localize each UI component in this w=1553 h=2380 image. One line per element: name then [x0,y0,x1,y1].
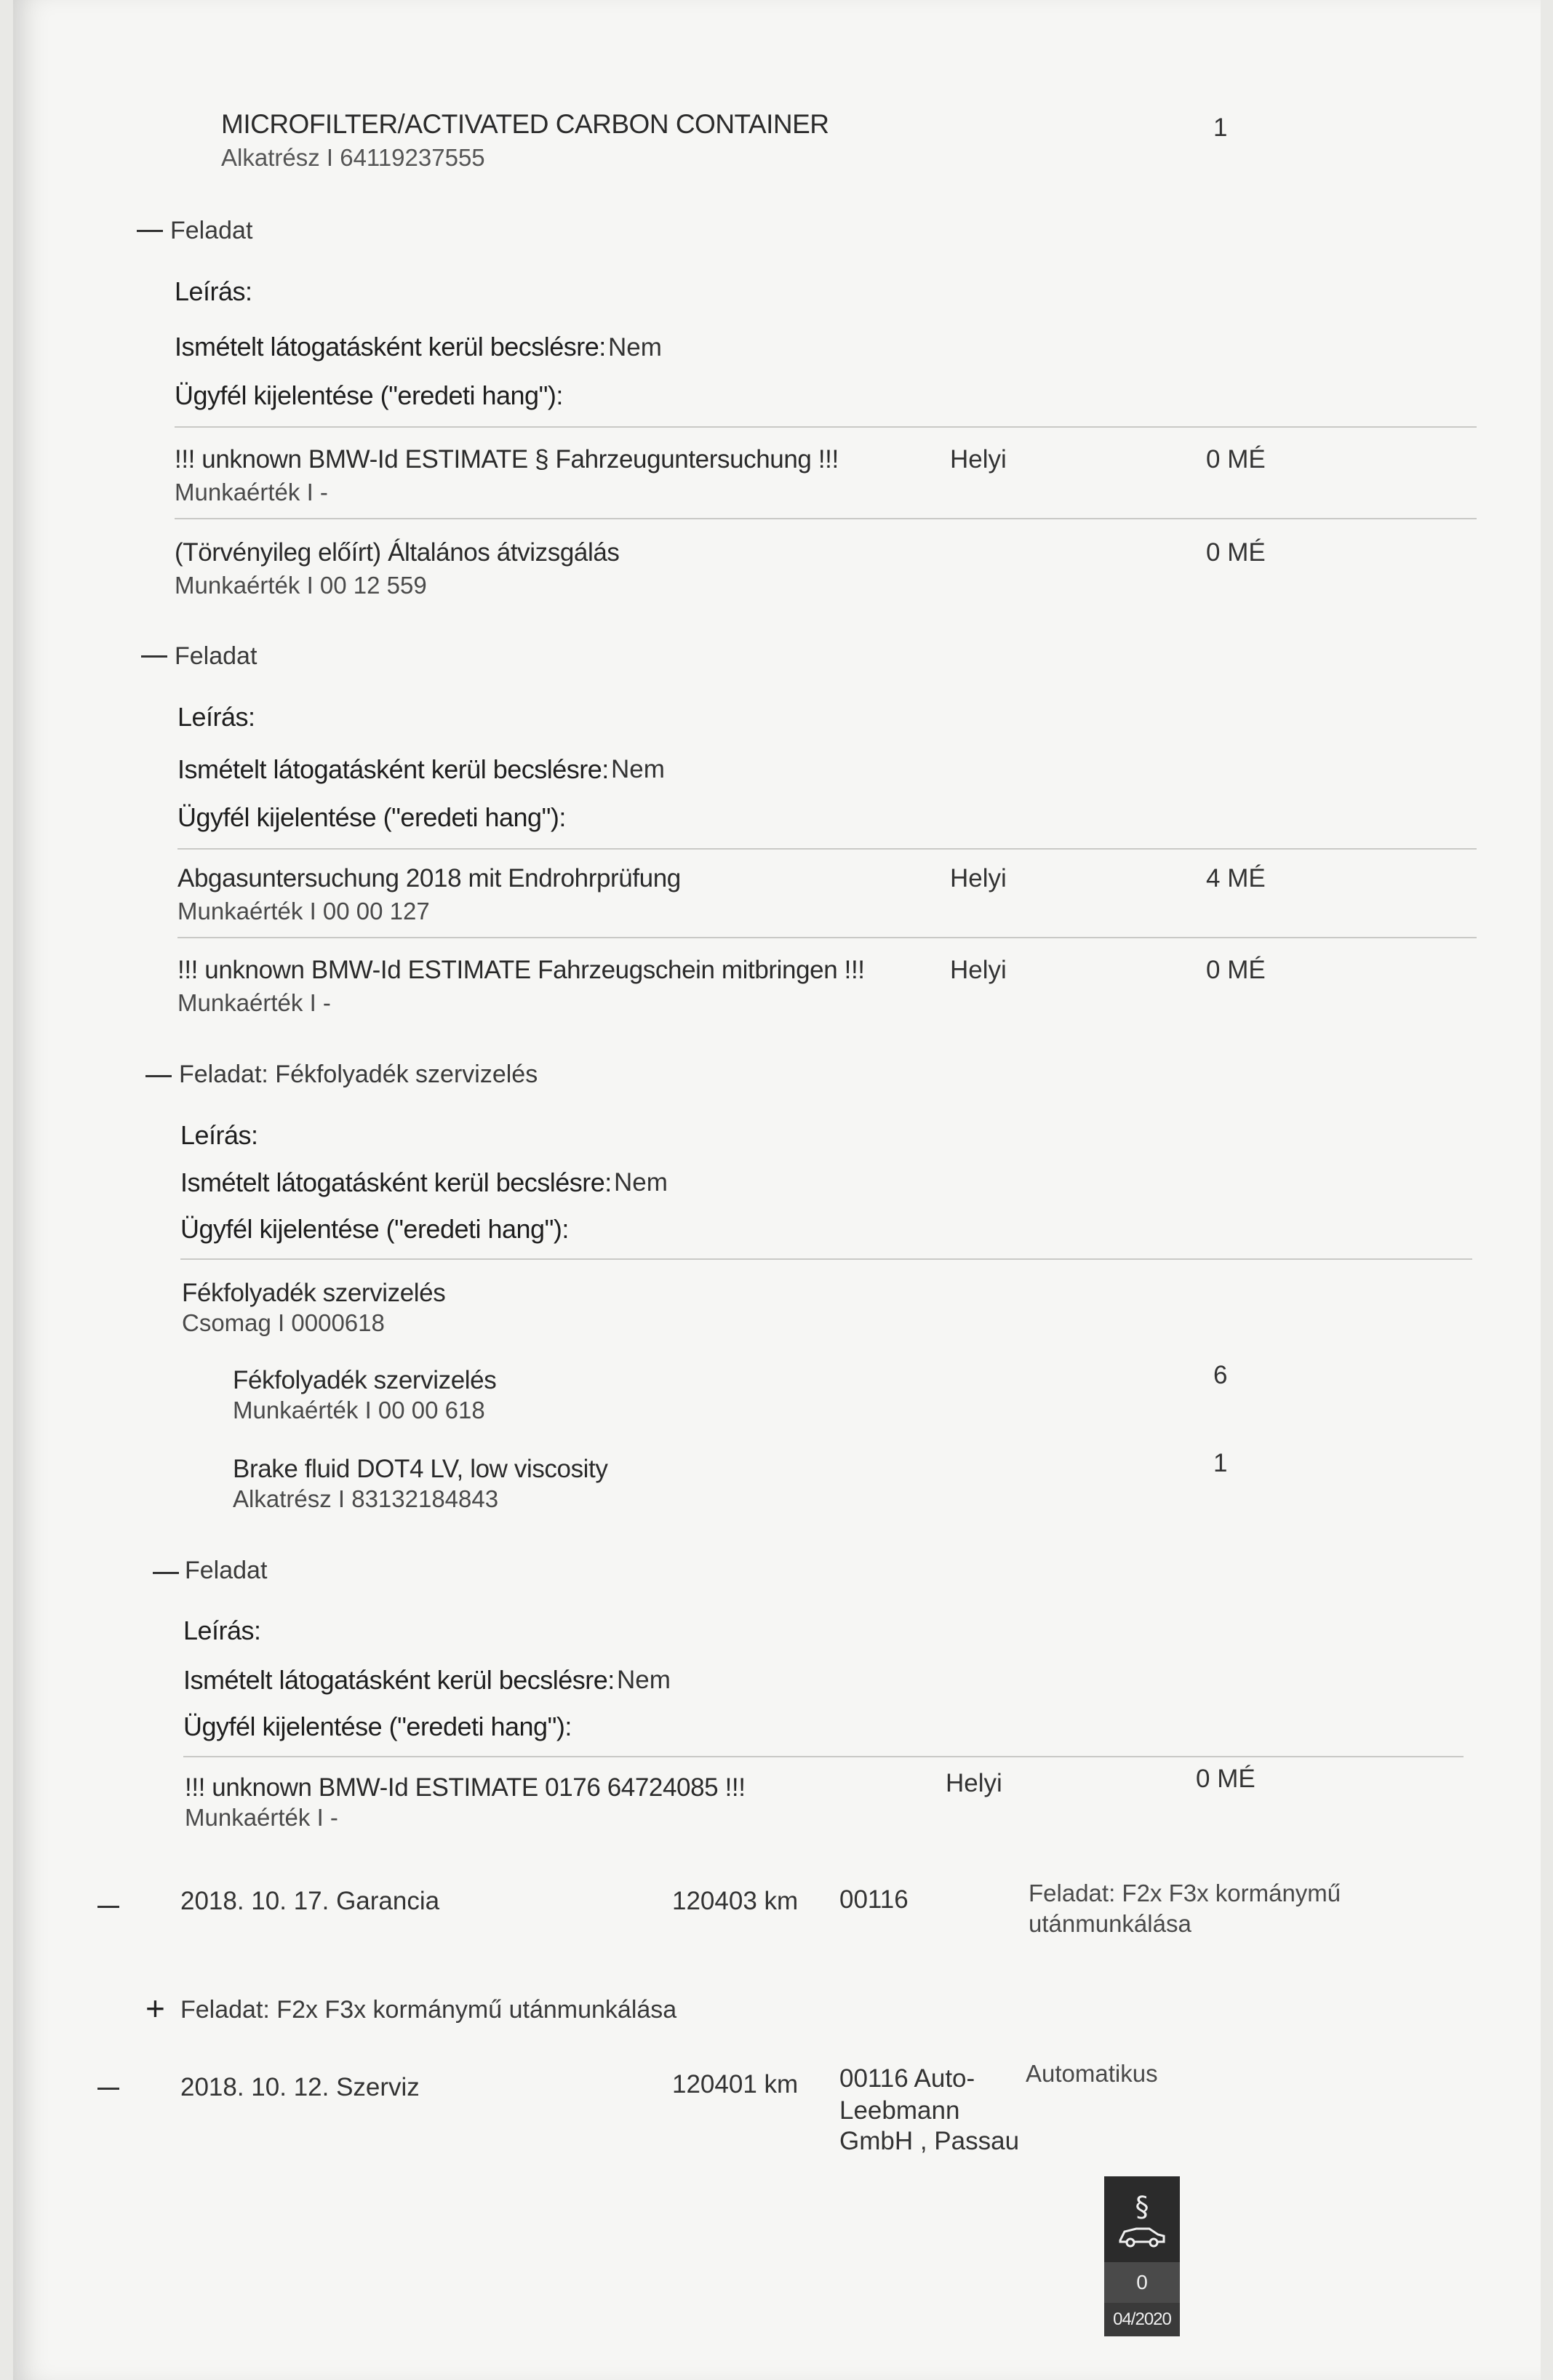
repeat-visit-value: Nem [617,1666,671,1694]
part-quantity: 1 [1213,113,1228,142]
badge-date: 04/2020 [1104,2303,1180,2336]
item-location: Helyi [946,1769,1002,1797]
item-code: Munkaérték I 00 12 559 [175,572,427,599]
item-location: Helyi [950,956,1007,984]
item-name: Abgasuntersuchung 2018 mit Endrohrprüfung [177,864,681,892]
history-km: 120403 km [672,1887,799,1915]
item-name: (Törvényileg előírt) Általános átvizsgálás [175,538,620,567]
package-code: Csomag I 0000618 [182,1309,385,1336]
history-dealer: GmbH , Passau [839,2127,1020,2155]
description-label: Leírás: [183,1616,261,1645]
history-dealer: Leebmann [839,2096,960,2125]
collapse-toggle[interactable] [97,1906,119,1908]
item-location: Helyi [950,445,1007,474]
item-amount: 0 MÉ [1196,1765,1255,1793]
item-amount: 0 MÉ [1206,538,1266,567]
divider [177,937,1477,938]
repeat-visit-label: Ismételt látogatásként kerül becslésre: [177,754,609,784]
divider [175,426,1477,428]
sub-item-amount: 1 [1213,1449,1228,1477]
badge-count: 0 [1104,2262,1180,2303]
repeat-visit-label: Ismételt látogatásként kerül becslésre: [175,332,606,362]
divider [183,1756,1464,1757]
history-km: 120401 km [672,2070,799,2099]
badge-header [1104,2176,1180,2262]
item-code: Munkaérték I - [175,479,328,506]
task-heading: Feladat: Fékfolyadék szervizelés [179,1061,538,1088]
customer-statement-label: Ügyfél kijelentése ("eredeti hang"): [180,1214,569,1244]
sub-item-amount: 6 [1213,1361,1228,1389]
collapsed-task-heading[interactable]: Feladat: F2x F3x kormánymű utánmunkálása [180,1996,677,2024]
item-amount: 0 MÉ [1206,445,1266,474]
part-number: Alkatrész I 64119237555 [221,144,485,171]
item-code: Munkaérték I - [177,989,331,1016]
collapse-toggle[interactable] [141,655,167,658]
history-dealer: 00116 Auto- [839,2064,975,2093]
history-date-type[interactable]: 2018. 10. 17. Garancia [180,1887,440,1915]
task-heading: Feladat [170,217,253,244]
description-label: Leírás: [180,1120,258,1150]
description-label: Leírás: [175,276,252,306]
paragraph-icon: § [1135,2191,1149,2223]
customer-statement-label: Ügyfél kijelentése ("eredeti hang"): [175,380,563,410]
item-code: Munkaérték I 00 00 127 [177,898,430,925]
repeat-visit-value: Nem [608,333,662,362]
collapse-toggle[interactable] [137,230,163,232]
repeat-visit-label: Ismételt látogatásként kerül becslésre: [183,1665,615,1695]
service-badge [1104,2176,1180,2351]
sub-item-name: Brake fluid DOT4 LV, low viscosity [233,1455,608,1483]
collapse-toggle[interactable] [97,2088,119,2090]
item-name: !!! unknown BMW-Id ESTIMATE Fahrzeugschein mitbringen !!! [177,956,865,984]
item-amount: 0 MÉ [1206,956,1266,984]
car-icon [1116,2223,1168,2248]
divider [177,848,1477,850]
repeat-visit-value: Nem [614,1168,668,1197]
sub-item-code: Alkatrész I 83132184843 [233,1485,499,1512]
sub-item-name: Fékfolyadék szervizelés [233,1366,497,1394]
history-note: Automatikus [1026,2060,1158,2087]
collapse-toggle[interactable] [153,1572,179,1574]
item-name: !!! unknown BMW-Id ESTIMATE 0176 64724085 !!! [185,1773,746,1802]
collapse-toggle[interactable] [145,1075,172,1077]
item-amount: 4 MÉ [1206,864,1266,892]
repeat-visit-value: Nem [611,755,665,783]
history-dealer: 00116 [839,1885,909,1914]
part-title: MICROFILTER/ACTIVATED CARBON CONTAINER [221,109,829,139]
customer-statement-label: Ügyfél kijelentése ("eredeti hang"): [177,802,566,832]
package-name: Fékfolyadék szervizelés [182,1279,446,1307]
item-code: Munkaérték I - [185,1804,338,1831]
repeat-visit-label: Ismételt látogatásként kerül becslésre: [180,1167,612,1197]
task-heading: Feladat [175,642,257,670]
task-heading: Feladat [185,1557,268,1584]
customer-statement-label: Ügyfél kijelentése ("eredeti hang"): [183,1712,572,1741]
item-name: !!! unknown BMW-Id ESTIMATE § Fahrzeuguntersuchung !!! [175,445,839,474]
expand-icon[interactable]: + [145,1989,165,2027]
history-note: utánmunkálása [1029,1910,1191,1937]
divider [180,1258,1472,1260]
history-date-type[interactable]: 2018. 10. 12. Szerviz [180,2073,420,2101]
history-note: Feladat: F2x F3x kormánymű [1029,1880,1341,1906]
sub-item-code: Munkaérték I 00 00 618 [233,1397,485,1423]
divider [175,518,1477,519]
document-page [13,0,1541,2380]
item-location: Helyi [950,864,1007,892]
description-label: Leírás: [177,702,255,732]
